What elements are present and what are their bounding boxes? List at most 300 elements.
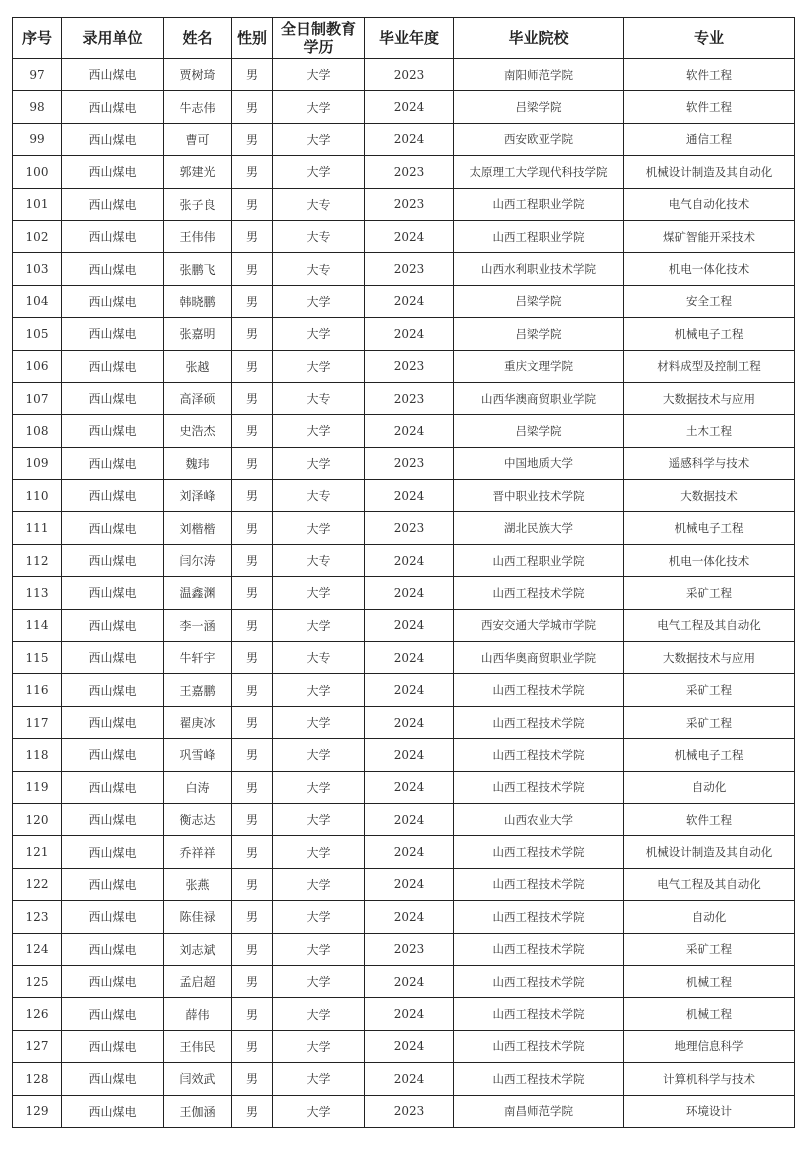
cell-education: 大学	[273, 59, 365, 91]
cell-graduation-year: 2024	[365, 577, 454, 609]
cell-school: 山西工程技术学院	[454, 836, 624, 868]
cell-graduation-year: 2024	[365, 123, 454, 155]
cell-gender: 男	[232, 253, 273, 285]
table-row	[13, 1030, 795, 1062]
cell-name: 张燕	[164, 868, 232, 900]
table-row	[13, 998, 795, 1030]
cell-education: 大学	[273, 803, 365, 835]
cell-graduation-year: 2023	[365, 350, 454, 382]
cell-index: 116	[13, 674, 62, 706]
cell-school: 吕梁学院	[454, 318, 624, 350]
cell-index: 111	[13, 512, 62, 544]
table-row	[13, 253, 795, 285]
cell-education: 大学	[273, 933, 365, 965]
cell-education: 大学	[273, 415, 365, 447]
cell-education: 大学	[273, 771, 365, 803]
cell-name: 刘志斌	[164, 933, 232, 965]
cell-gender: 男	[232, 1063, 273, 1095]
cell-employer: 西山煤电	[62, 998, 164, 1030]
cell-gender: 男	[232, 609, 273, 641]
cell-name: 闫尔涛	[164, 544, 232, 576]
table-row	[13, 1063, 795, 1095]
cell-employer: 西山煤电	[62, 771, 164, 803]
cell-gender: 男	[232, 739, 273, 771]
header-index: 序号	[13, 18, 62, 59]
cell-school: 太原理工大学现代科技学院	[454, 156, 624, 188]
cell-major: 软件工程	[624, 91, 795, 123]
table-row	[13, 803, 795, 835]
table-row	[13, 220, 795, 252]
table-row	[13, 1095, 795, 1127]
cell-school: 西安交通大学城市学院	[454, 609, 624, 641]
cell-school: 山西工程技术学院	[454, 1063, 624, 1095]
cell-education: 大专	[273, 544, 365, 576]
cell-education: 大学	[273, 674, 365, 706]
cell-gender: 男	[232, 901, 273, 933]
cell-index: 99	[13, 123, 62, 155]
cell-school: 吕梁学院	[454, 415, 624, 447]
cell-school: 湖北民族大学	[454, 512, 624, 544]
cell-school: 山西华奥商贸职业学院	[454, 642, 624, 674]
cell-name: 郭建光	[164, 156, 232, 188]
cell-school: 山西水利职业技术学院	[454, 253, 624, 285]
cell-name: 贾树琦	[164, 59, 232, 91]
cell-major: 机械电子工程	[624, 739, 795, 771]
cell-education: 大学	[273, 123, 365, 155]
cell-graduation-year: 2023	[365, 59, 454, 91]
cell-major: 机械电子工程	[624, 318, 795, 350]
cell-major: 电气工程及其自动化	[624, 868, 795, 900]
cell-index: 101	[13, 188, 62, 220]
cell-employer: 西山煤电	[62, 836, 164, 868]
cell-school: 山西工程技术学院	[454, 998, 624, 1030]
cell-major: 机械电子工程	[624, 512, 795, 544]
cell-graduation-year: 2024	[365, 318, 454, 350]
cell-employer: 西山煤电	[62, 285, 164, 317]
cell-education: 大学	[273, 965, 365, 997]
cell-employer: 西山煤电	[62, 1095, 164, 1127]
cell-school: 南昌师范学院	[454, 1095, 624, 1127]
cell-major: 大数据技术与应用	[624, 642, 795, 674]
cell-gender: 男	[232, 188, 273, 220]
cell-graduation-year: 2024	[365, 1030, 454, 1062]
header-graduation-year: 毕业年度	[365, 18, 454, 59]
cell-major: 采矿工程	[624, 933, 795, 965]
cell-major: 机械设计制造及其自动化	[624, 156, 795, 188]
table-row	[13, 836, 795, 868]
cell-school: 山西工程技术学院	[454, 1030, 624, 1062]
table-row	[13, 415, 795, 447]
cell-index: 109	[13, 447, 62, 479]
cell-index: 118	[13, 739, 62, 771]
cell-education: 大学	[273, 318, 365, 350]
cell-index: 127	[13, 1030, 62, 1062]
cell-gender: 男	[232, 220, 273, 252]
cell-index: 108	[13, 415, 62, 447]
cell-gender: 男	[232, 771, 273, 803]
cell-school: 山西工程技术学院	[454, 739, 624, 771]
cell-employer: 西山煤电	[62, 965, 164, 997]
cell-name: 衡志达	[164, 803, 232, 835]
cell-graduation-year: 2024	[365, 285, 454, 317]
cell-index: 104	[13, 285, 62, 317]
cell-graduation-year: 2023	[365, 253, 454, 285]
cell-employer: 西山煤电	[62, 382, 164, 414]
cell-employer: 西山煤电	[62, 188, 164, 220]
cell-name: 王伽涵	[164, 1095, 232, 1127]
cell-index: 117	[13, 706, 62, 738]
cell-major: 电气工程及其自动化	[624, 609, 795, 641]
cell-education: 大学	[273, 91, 365, 123]
cell-name: 白涛	[164, 771, 232, 803]
cell-gender: 男	[232, 512, 273, 544]
cell-name: 闫效武	[164, 1063, 232, 1095]
table-row	[13, 447, 795, 479]
cell-graduation-year: 2024	[365, 771, 454, 803]
table-row	[13, 674, 795, 706]
cell-index: 121	[13, 836, 62, 868]
cell-gender: 男	[232, 415, 273, 447]
cell-education: 大学	[273, 609, 365, 641]
cell-school: 西安欧亚学院	[454, 123, 624, 155]
cell-gender: 男	[232, 544, 273, 576]
cell-education: 大专	[273, 188, 365, 220]
table-row	[13, 642, 795, 674]
cell-graduation-year: 2023	[365, 447, 454, 479]
cell-school: 山西农业大学	[454, 803, 624, 835]
table-row	[13, 544, 795, 576]
cell-employer: 西山煤电	[62, 480, 164, 512]
cell-name: 曹可	[164, 123, 232, 155]
cell-graduation-year: 2023	[365, 188, 454, 220]
cell-graduation-year: 2024	[365, 706, 454, 738]
cell-name: 王伟伟	[164, 220, 232, 252]
cell-employer: 西山煤电	[62, 512, 164, 544]
cell-employer: 西山煤电	[62, 350, 164, 382]
cell-gender: 男	[232, 836, 273, 868]
cell-education: 大专	[273, 253, 365, 285]
cell-name: 巩雪峰	[164, 739, 232, 771]
table-row	[13, 188, 795, 220]
cell-major: 环境设计	[624, 1095, 795, 1127]
table-row	[13, 771, 795, 803]
cell-education: 大学	[273, 285, 365, 317]
cell-school: 晋中职业技术学院	[454, 480, 624, 512]
cell-index: 107	[13, 382, 62, 414]
cell-major: 通信工程	[624, 123, 795, 155]
cell-index: 128	[13, 1063, 62, 1095]
cell-major: 电气自动化技术	[624, 188, 795, 220]
cell-major: 大数据技术	[624, 480, 795, 512]
cell-major: 机械工程	[624, 965, 795, 997]
cell-employer: 西山煤电	[62, 544, 164, 576]
header-major: 专业	[624, 18, 795, 59]
cell-name: 刘楷楷	[164, 512, 232, 544]
table-row	[13, 123, 795, 155]
cell-school: 南阳师范学院	[454, 59, 624, 91]
cell-school: 山西工程技术学院	[454, 933, 624, 965]
cell-name: 牛轩宇	[164, 642, 232, 674]
header-education: 全日制教育学历	[273, 18, 365, 59]
cell-employer: 西山煤电	[62, 59, 164, 91]
cell-gender: 男	[232, 447, 273, 479]
table-row	[13, 59, 795, 91]
cell-major: 机电一体化技术	[624, 544, 795, 576]
cell-education: 大学	[273, 512, 365, 544]
cell-gender: 男	[232, 156, 273, 188]
cell-index: 110	[13, 480, 62, 512]
cell-gender: 男	[232, 642, 273, 674]
cell-index: 124	[13, 933, 62, 965]
cell-gender: 男	[232, 59, 273, 91]
cell-index: 100	[13, 156, 62, 188]
cell-major: 遥感科学与技术	[624, 447, 795, 479]
cell-education: 大学	[273, 1095, 365, 1127]
cell-graduation-year: 2024	[365, 868, 454, 900]
table-row	[13, 609, 795, 641]
cell-index: 115	[13, 642, 62, 674]
table-row	[13, 285, 795, 317]
cell-gender: 男	[232, 318, 273, 350]
cell-employer: 西山煤电	[62, 901, 164, 933]
cell-gender: 男	[232, 91, 273, 123]
cell-school: 山西工程技术学院	[454, 868, 624, 900]
cell-gender: 男	[232, 350, 273, 382]
cell-education: 大学	[273, 1063, 365, 1095]
cell-school: 吕梁学院	[454, 91, 624, 123]
cell-gender: 男	[232, 123, 273, 155]
cell-graduation-year: 2023	[365, 156, 454, 188]
cell-graduation-year: 2024	[365, 803, 454, 835]
cell-employer: 西山煤电	[62, 803, 164, 835]
cell-school: 山西工程技术学院	[454, 771, 624, 803]
cell-gender: 男	[232, 577, 273, 609]
cell-graduation-year: 2024	[365, 415, 454, 447]
cell-gender: 男	[232, 803, 273, 835]
cell-major: 地理信息科学	[624, 1030, 795, 1062]
cell-employer: 西山煤电	[62, 933, 164, 965]
cell-name: 王伟民	[164, 1030, 232, 1062]
cell-employer: 西山煤电	[62, 609, 164, 641]
header-gender: 性别	[232, 18, 273, 59]
header-school: 毕业院校	[454, 18, 624, 59]
cell-major: 材料成型及控制工程	[624, 350, 795, 382]
cell-graduation-year: 2023	[365, 512, 454, 544]
cell-employer: 西山煤电	[62, 156, 164, 188]
cell-employer: 西山煤电	[62, 318, 164, 350]
cell-name: 高泽硕	[164, 382, 232, 414]
header-name: 姓名	[164, 18, 232, 59]
cell-school: 山西工程技术学院	[454, 901, 624, 933]
cell-index: 114	[13, 609, 62, 641]
cell-graduation-year: 2024	[365, 220, 454, 252]
cell-graduation-year: 2024	[365, 480, 454, 512]
cell-index: 105	[13, 318, 62, 350]
cell-major: 采矿工程	[624, 577, 795, 609]
cell-graduation-year: 2024	[365, 91, 454, 123]
cell-graduation-year: 2024	[365, 998, 454, 1030]
table-row	[13, 901, 795, 933]
cell-major: 大数据技术与应用	[624, 382, 795, 414]
cell-graduation-year: 2024	[365, 642, 454, 674]
cell-graduation-year: 2024	[365, 901, 454, 933]
cell-education: 大学	[273, 156, 365, 188]
cell-employer: 西山煤电	[62, 91, 164, 123]
cell-school: 吕梁学院	[454, 285, 624, 317]
cell-name: 薛伟	[164, 998, 232, 1030]
cell-index: 122	[13, 868, 62, 900]
cell-employer: 西山煤电	[62, 868, 164, 900]
cell-employer: 西山煤电	[62, 739, 164, 771]
cell-gender: 男	[232, 965, 273, 997]
cell-employer: 西山煤电	[62, 253, 164, 285]
cell-name: 韩晓鹏	[164, 285, 232, 317]
cell-index: 102	[13, 220, 62, 252]
cell-name: 牛志伟	[164, 91, 232, 123]
table-body	[13, 59, 795, 1128]
cell-index: 119	[13, 771, 62, 803]
cell-name: 张越	[164, 350, 232, 382]
cell-employer: 西山煤电	[62, 123, 164, 155]
table-row	[13, 318, 795, 350]
cell-education: 大专	[273, 382, 365, 414]
table-row	[13, 156, 795, 188]
cell-education: 大学	[273, 901, 365, 933]
cell-employer: 西山煤电	[62, 577, 164, 609]
cell-employer: 西山煤电	[62, 1063, 164, 1095]
cell-education: 大学	[273, 350, 365, 382]
cell-gender: 男	[232, 868, 273, 900]
cell-employer: 西山煤电	[62, 220, 164, 252]
cell-graduation-year: 2024	[365, 1063, 454, 1095]
cell-major: 机电一体化技术	[624, 253, 795, 285]
cell-name: 张鹏飞	[164, 253, 232, 285]
cell-index: 113	[13, 577, 62, 609]
table-row	[13, 91, 795, 123]
cell-education: 大学	[273, 706, 365, 738]
table-row	[13, 577, 795, 609]
cell-graduation-year: 2023	[365, 1095, 454, 1127]
cell-name: 史浩杰	[164, 415, 232, 447]
cell-education: 大学	[273, 868, 365, 900]
cell-name: 孟启超	[164, 965, 232, 997]
cell-major: 土木工程	[624, 415, 795, 447]
cell-school: 重庆文理学院	[454, 350, 624, 382]
header-employer: 录用单位	[62, 18, 164, 59]
cell-graduation-year: 2024	[365, 674, 454, 706]
cell-gender: 男	[232, 998, 273, 1030]
cell-school: 山西工程技术学院	[454, 965, 624, 997]
cell-employer: 西山煤电	[62, 447, 164, 479]
cell-major: 自动化	[624, 901, 795, 933]
cell-education: 大学	[273, 1030, 365, 1062]
cell-gender: 男	[232, 1030, 273, 1062]
cell-index: 129	[13, 1095, 62, 1127]
cell-education: 大专	[273, 480, 365, 512]
cell-name: 刘泽峰	[164, 480, 232, 512]
cell-employer: 西山煤电	[62, 415, 164, 447]
table-row	[13, 480, 795, 512]
cell-school: 山西工程技术学院	[454, 674, 624, 706]
cell-gender: 男	[232, 480, 273, 512]
cell-major: 安全工程	[624, 285, 795, 317]
cell-name: 张嘉明	[164, 318, 232, 350]
cell-major: 软件工程	[624, 59, 795, 91]
table-row	[13, 868, 795, 900]
cell-graduation-year: 2023	[365, 933, 454, 965]
cell-index: 106	[13, 350, 62, 382]
cell-gender: 男	[232, 706, 273, 738]
cell-name: 王嘉鹏	[164, 674, 232, 706]
cell-education: 大学	[273, 836, 365, 868]
table-row	[13, 965, 795, 997]
table-row	[13, 512, 795, 544]
cell-name: 翟庚冰	[164, 706, 232, 738]
cell-major: 计算机科学与技术	[624, 1063, 795, 1095]
cell-gender: 男	[232, 674, 273, 706]
cell-major: 采矿工程	[624, 674, 795, 706]
cell-index: 120	[13, 803, 62, 835]
cell-major: 机械工程	[624, 998, 795, 1030]
table-row	[13, 350, 795, 382]
cell-index: 126	[13, 998, 62, 1030]
cell-major: 自动化	[624, 771, 795, 803]
cell-graduation-year: 2024	[365, 965, 454, 997]
cell-gender: 男	[232, 285, 273, 317]
cell-graduation-year: 2024	[365, 609, 454, 641]
cell-graduation-year: 2024	[365, 544, 454, 576]
cell-name: 魏玮	[164, 447, 232, 479]
cell-major: 采矿工程	[624, 706, 795, 738]
cell-education: 大专	[273, 220, 365, 252]
cell-education: 大学	[273, 739, 365, 771]
header-row	[13, 18, 795, 59]
cell-education: 大学	[273, 447, 365, 479]
cell-education: 大学	[273, 998, 365, 1030]
cell-school: 山西工程职业学院	[454, 188, 624, 220]
cell-gender: 男	[232, 1095, 273, 1127]
table-row	[13, 739, 795, 771]
cell-index: 98	[13, 91, 62, 123]
cell-name: 乔祥祥	[164, 836, 232, 868]
cell-employer: 西山煤电	[62, 642, 164, 674]
cell-major: 机械设计制造及其自动化	[624, 836, 795, 868]
cell-employer: 西山煤电	[62, 706, 164, 738]
cell-school: 山西工程技术学院	[454, 577, 624, 609]
cell-school: 山西工程职业学院	[454, 544, 624, 576]
cell-index: 103	[13, 253, 62, 285]
cell-gender: 男	[232, 933, 273, 965]
cell-index: 125	[13, 965, 62, 997]
cell-graduation-year: 2024	[365, 739, 454, 771]
cell-education: 大学	[273, 577, 365, 609]
cell-index: 123	[13, 901, 62, 933]
cell-school: 山西华澳商贸职业学院	[454, 382, 624, 414]
cell-major: 软件工程	[624, 803, 795, 835]
cell-employer: 西山煤电	[62, 674, 164, 706]
cell-major: 煤矿智能开采技术	[624, 220, 795, 252]
cell-name: 张子良	[164, 188, 232, 220]
cell-index: 97	[13, 59, 62, 91]
cell-name: 温鑫渊	[164, 577, 232, 609]
cell-school: 中国地质大学	[454, 447, 624, 479]
cell-name: 李一涵	[164, 609, 232, 641]
cell-employer: 西山煤电	[62, 1030, 164, 1062]
table-row	[13, 933, 795, 965]
cell-education: 大专	[273, 642, 365, 674]
table-row	[13, 382, 795, 414]
cell-graduation-year: 2024	[365, 836, 454, 868]
